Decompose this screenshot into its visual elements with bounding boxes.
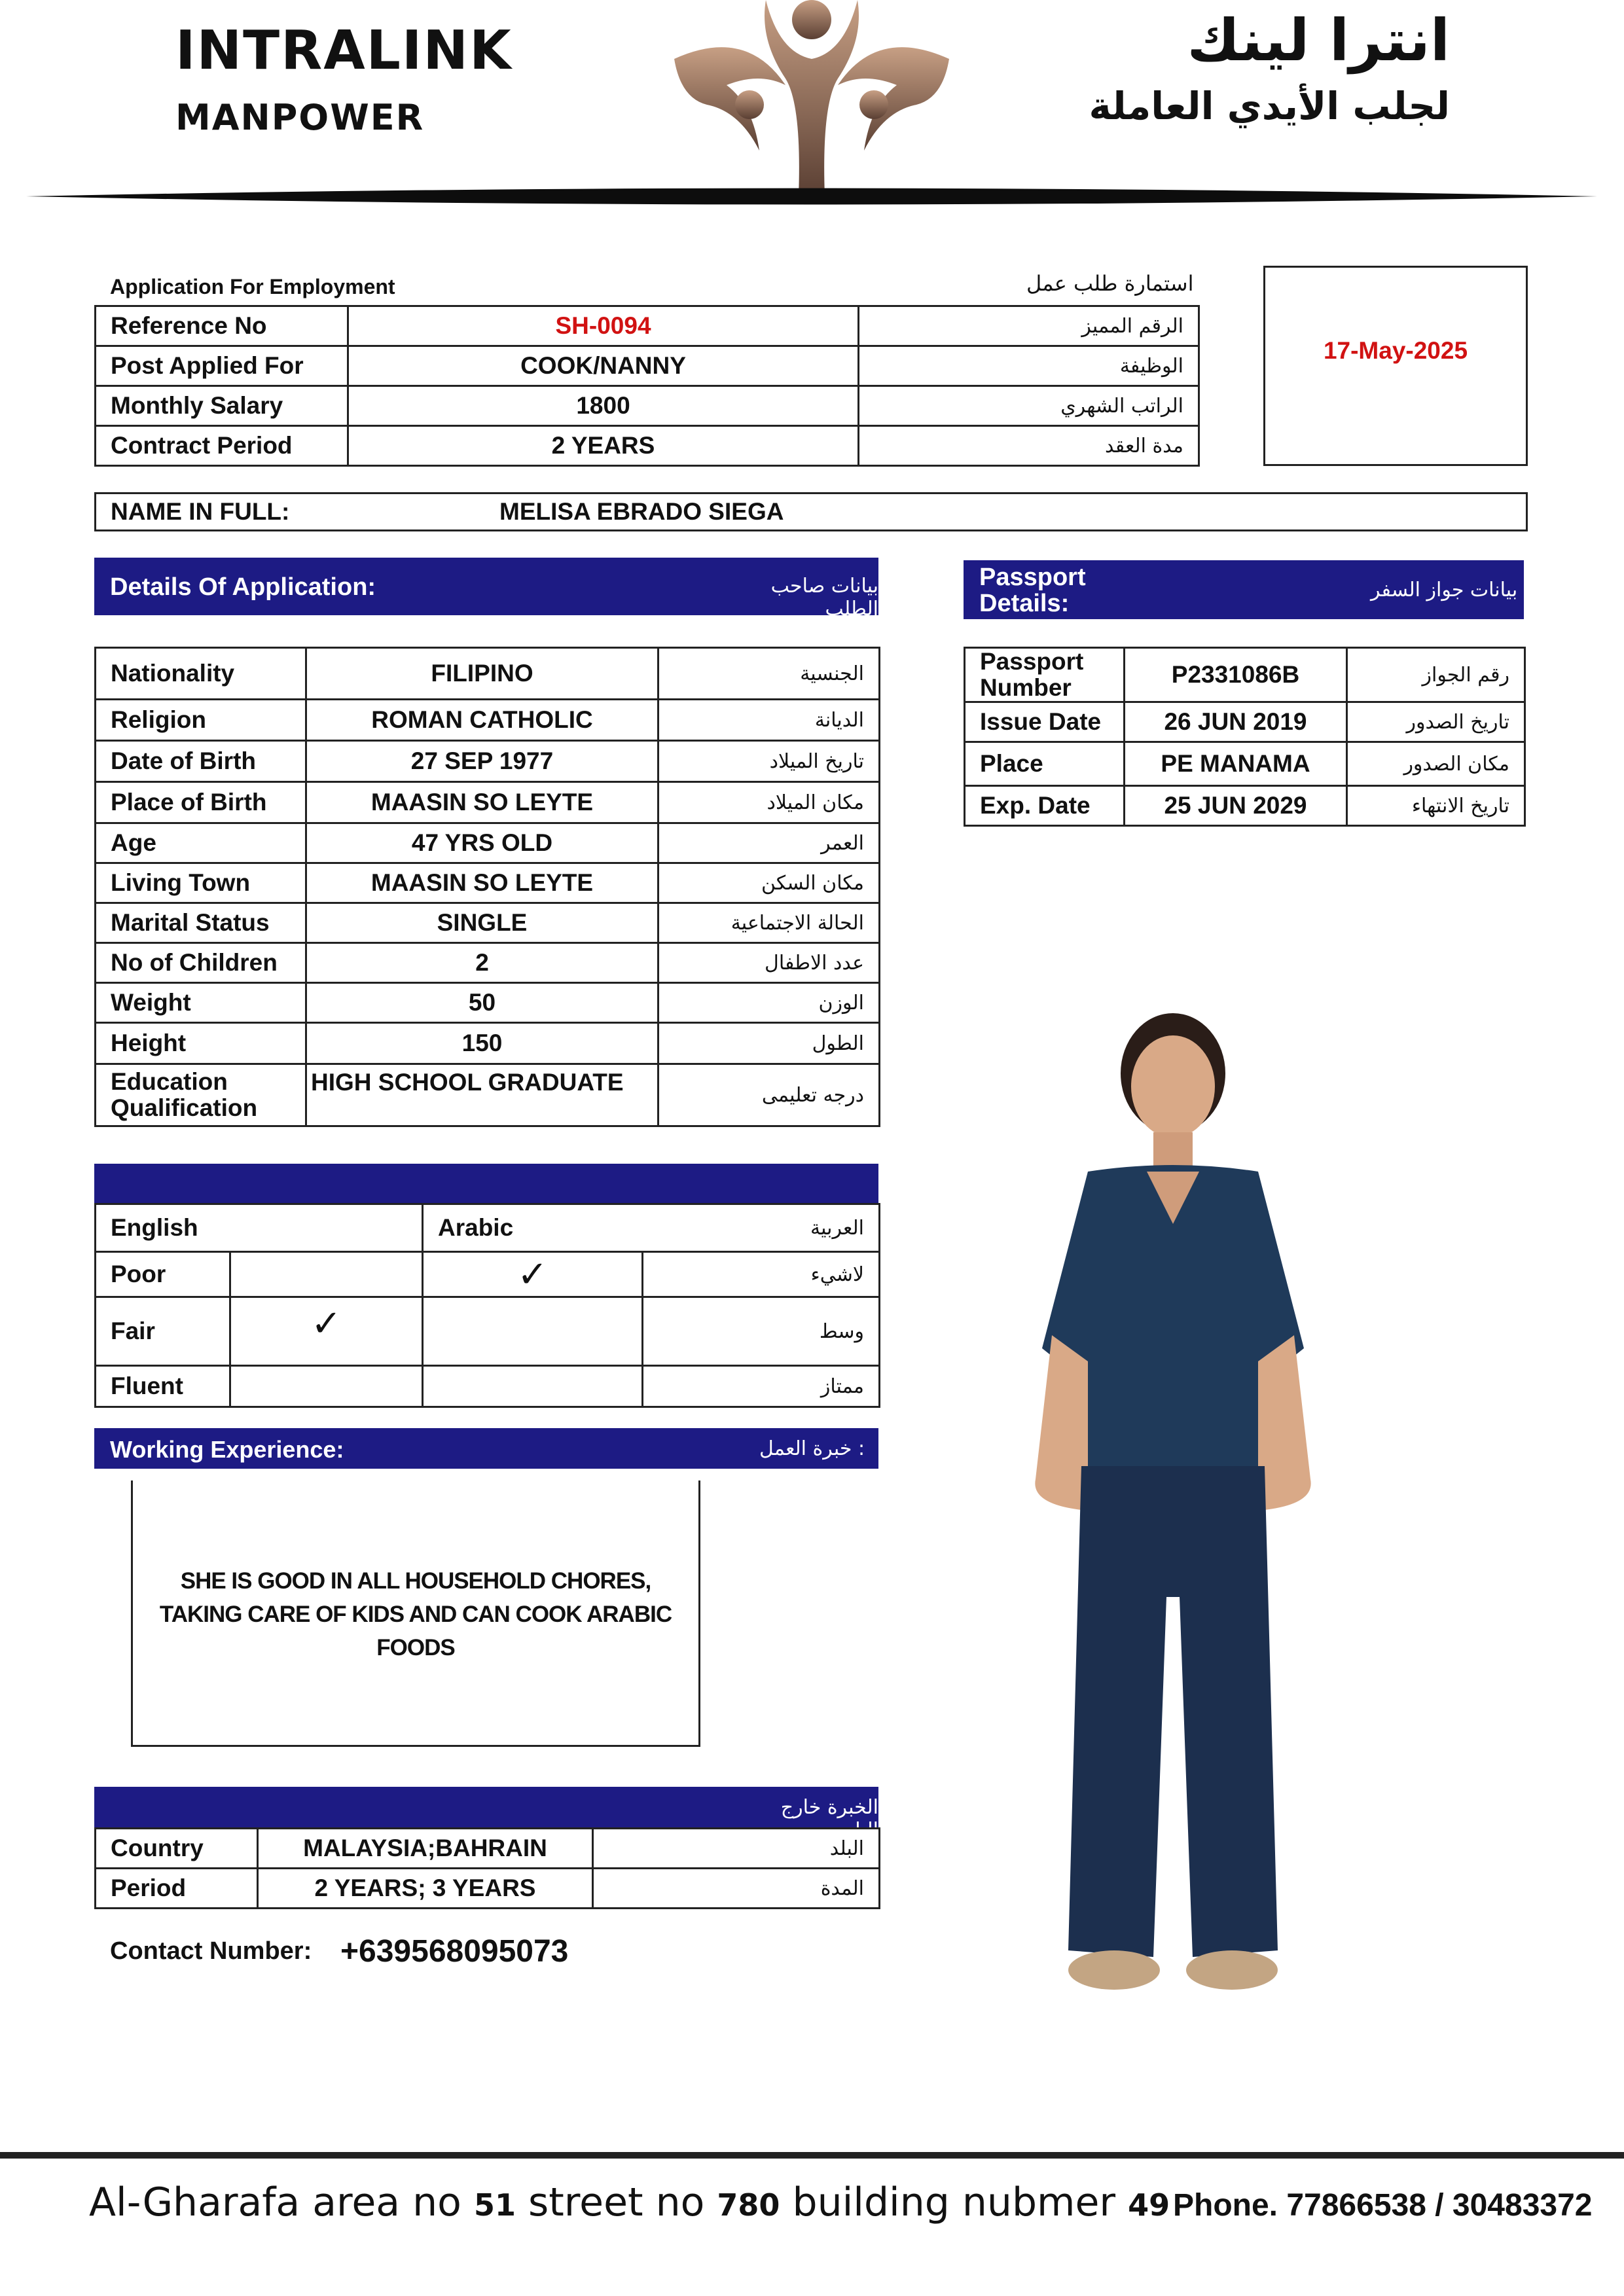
experience-header-bar: [94, 1428, 878, 1469]
table-row: [96, 983, 880, 1023]
row-label-arabic: الوزن: [659, 983, 880, 1023]
table-row: [96, 426, 1199, 466]
table-row: [96, 863, 880, 903]
abroad-header-bar: [94, 1787, 878, 1842]
row-label: Nationality: [96, 648, 306, 700]
row-label: Place of Birth: [96, 782, 306, 823]
row-label-arabic: الحالة الاجتماعية: [659, 903, 880, 943]
experience-box: [131, 1480, 700, 1747]
table-row: [96, 782, 880, 823]
row-label: Exp. Date: [965, 786, 1125, 826]
row-label: Contract Period: [96, 426, 348, 466]
arabic-poor-check-icon: ✓: [423, 1252, 643, 1297]
table-row: [96, 346, 1199, 386]
row-value: 47 YRS OLD: [306, 823, 659, 863]
table-row: [965, 742, 1525, 786]
language-header-bar: [94, 1164, 878, 1203]
row-label: Religion: [96, 700, 306, 741]
building-number: 49: [1128, 2187, 1170, 2223]
passport-number-label-line1: Passport: [980, 648, 1084, 675]
passport-number-label: [965, 648, 1125, 702]
row-value: COOK/NANNY: [348, 346, 859, 386]
passport-table: [964, 647, 1526, 827]
row-label: Living Town: [96, 863, 306, 903]
row-label-arabic: مكان الميلاد: [659, 782, 880, 823]
footer-address: [89, 2179, 1170, 2225]
row-label-arabic: الجنسية: [659, 648, 880, 700]
row-value: FILIPINO: [306, 648, 659, 700]
table-row: [96, 943, 880, 983]
row-value: 2: [306, 943, 659, 983]
row-label: Post Applied For: [96, 346, 348, 386]
english-fair-check-icon: ✓: [230, 1297, 423, 1366]
row-label: Issue Date: [965, 702, 1125, 742]
table-row: [96, 306, 1199, 346]
table-row: [96, 1297, 880, 1366]
row-label-arabic: مكان الصدور: [1347, 742, 1525, 786]
contact-number: +639568095073: [340, 1934, 569, 1969]
area-number: 51: [473, 2187, 516, 2223]
row-label-arabic: المدة: [593, 1869, 880, 1909]
table-row: [96, 1829, 880, 1869]
english-fluent-cell: [230, 1366, 423, 1407]
table-row: [96, 1064, 880, 1126]
row-value: 27 SEP 1977: [306, 741, 659, 782]
table-row: [96, 700, 880, 741]
table-row: [96, 1023, 880, 1064]
education-label-line2: Qualification: [111, 1094, 258, 1121]
row-value: 1800: [348, 386, 859, 426]
abroad-table: [94, 1827, 880, 1909]
brand-name-arabic: انترا لينك: [1187, 7, 1450, 74]
address-part: street no: [515, 2179, 717, 2225]
english-header: English: [96, 1204, 423, 1252]
education-label-arabic: درجه تعليمى: [659, 1064, 880, 1126]
experience-title: Working Experience:: [110, 1436, 344, 1463]
row-label: Reference No: [96, 306, 348, 346]
table-row: [96, 648, 880, 700]
row-value: MAASIN SO LEYTE: [306, 782, 659, 823]
row-label: Country: [96, 1829, 258, 1869]
row-label-arabic: تاريخ الصدور: [1347, 702, 1525, 742]
row-value: 25 JUN 2029: [1125, 786, 1347, 826]
row-value: 50: [306, 983, 659, 1023]
row-label-arabic: الديانة: [659, 700, 880, 741]
level-label: Fair: [96, 1297, 230, 1366]
table-row: [96, 1204, 880, 1252]
table-row: [965, 786, 1525, 826]
language-table: [94, 1203, 880, 1408]
passport-number-label-line2: Number: [980, 674, 1072, 701]
details-header-bar: [94, 558, 878, 620]
brand-subtitle-arabic: لجلب الأيدي العاملة: [1089, 84, 1450, 128]
table-row: [965, 648, 1525, 702]
address-part: building nubmer: [780, 2179, 1128, 2225]
education-value: HIGH SCHOOL GRADUATE: [306, 1064, 659, 1126]
arabic-fair-cell: [423, 1297, 643, 1366]
row-label-arabic: الراتب الشهري: [859, 386, 1199, 426]
row-value: MALAYSIA;BAHRAIN: [258, 1829, 593, 1869]
table-row: [96, 1869, 880, 1909]
table-row: [96, 903, 880, 943]
application-title-arabic: استمارة طلب عمل: [1026, 271, 1194, 296]
level-label-arabic: وسط: [643, 1297, 880, 1366]
row-value: MAASIN SO LEYTE: [306, 863, 659, 903]
date-box: [1263, 266, 1528, 466]
row-value: 2 YEARS; 3 YEARS: [258, 1869, 593, 1909]
row-label: Period: [96, 1869, 258, 1909]
row-label-arabic: مكان السكن: [659, 863, 880, 903]
row-label: Place: [965, 742, 1125, 786]
row-label: Weight: [96, 983, 306, 1023]
row-label-arabic: عدد الاطفال: [659, 943, 880, 983]
row-label-arabic: الطول: [659, 1023, 880, 1064]
table-row: [96, 1252, 880, 1297]
row-value: ROMAN CATHOLIC: [306, 700, 659, 741]
company-logo-icon: [668, 0, 956, 196]
english-poor-cell: [230, 1252, 423, 1297]
row-label-arabic: العمر: [659, 823, 880, 863]
footer-divider: [0, 2152, 1624, 2159]
row-label: No of Children: [96, 943, 306, 983]
brand-name: INTRALINK: [175, 20, 513, 82]
education-label-line1: Education: [111, 1068, 228, 1095]
table-row: [96, 823, 880, 863]
header-divider: [26, 177, 1597, 216]
table-row: [96, 1366, 880, 1407]
abroad-title-arabic: الخبرة خارج البلد: [780, 1796, 878, 1842]
passport-number: P2331086B: [1125, 648, 1347, 702]
row-label-arabic: البلد: [593, 1829, 880, 1869]
row-label: Monthly Salary: [96, 386, 348, 426]
arabic-header: Arabic: [423, 1204, 643, 1252]
details-table: [94, 647, 880, 1127]
row-label-arabic: تاريخ الميلاد: [659, 741, 880, 782]
table-row: [965, 702, 1525, 742]
level-label-arabic: ممتاز: [643, 1366, 880, 1407]
details-title: Details Of Application:: [110, 573, 376, 601]
brand-subtitle: MANPOWER: [175, 97, 425, 138]
row-value: 26 JUN 2019: [1125, 702, 1347, 742]
education-label: [96, 1064, 306, 1126]
reference-number: SH-0094: [348, 306, 859, 346]
table-row: [96, 741, 880, 782]
row-label: Height: [96, 1023, 306, 1064]
application-date: 17-May-2025: [1323, 337, 1468, 364]
experience-title-arabic: : خبرة العمل: [759, 1437, 865, 1460]
row-value: 150: [306, 1023, 659, 1064]
full-name-label: NAME IN FULL:: [111, 498, 290, 525]
application-title: Application For Employment: [110, 275, 395, 298]
row-label: Date of Birth: [96, 741, 306, 782]
arabic-fluent-cell: [423, 1366, 643, 1407]
street-number: 780: [717, 2187, 780, 2223]
footer-phone: Phone. 77866538 / 30483372: [1173, 2188, 1593, 2223]
passport-number-label-arabic: رقم الجواز: [1347, 648, 1525, 702]
level-label-arabic: لاشيء: [643, 1252, 880, 1297]
experience-text: SHE IS GOOD IN ALL HOUSEHOLD CHORES, TAKING CARE OF KIDS AND CAN COOK ARABIC FOODS: [159, 1568, 672, 1660]
passport-title-line2: Details:: [979, 590, 1070, 617]
row-label-arabic: الوظيفة: [859, 346, 1199, 386]
passport-title-line1: Passport: [979, 564, 1086, 591]
details-title-arabic: بيانات صاحب الطلب: [770, 575, 878, 620]
arabic-header-arabic: العربية: [643, 1204, 880, 1252]
row-value: 2 YEARS: [348, 426, 859, 466]
applicant-photo: [990, 1008, 1356, 2022]
row-value: SINGLE: [306, 903, 659, 943]
row-label-arabic: تاريخ الانتهاء: [1347, 786, 1525, 826]
passport-title-arabic: بيانات جواز السفر: [1371, 579, 1518, 601]
row-label-arabic: مدة العقد: [859, 426, 1199, 466]
row-label-arabic: الرقم المميز: [859, 306, 1199, 346]
row-label: Age: [96, 823, 306, 863]
row-label: Marital Status: [96, 903, 306, 943]
level-label: Poor: [96, 1252, 230, 1297]
row-value: PE MANAMA: [1125, 742, 1347, 786]
application-table: [94, 305, 1200, 467]
address-part: Al-Gharafa area no: [89, 2179, 474, 2225]
full-name-value: MELISA EBRADO SIEGA: [499, 498, 784, 525]
contact-label: Contact Number:: [110, 1937, 312, 1965]
level-label: Fluent: [96, 1366, 230, 1407]
full-name-box: [94, 492, 1528, 531]
table-row: [96, 386, 1199, 426]
passport-header-bar: [964, 560, 1524, 619]
